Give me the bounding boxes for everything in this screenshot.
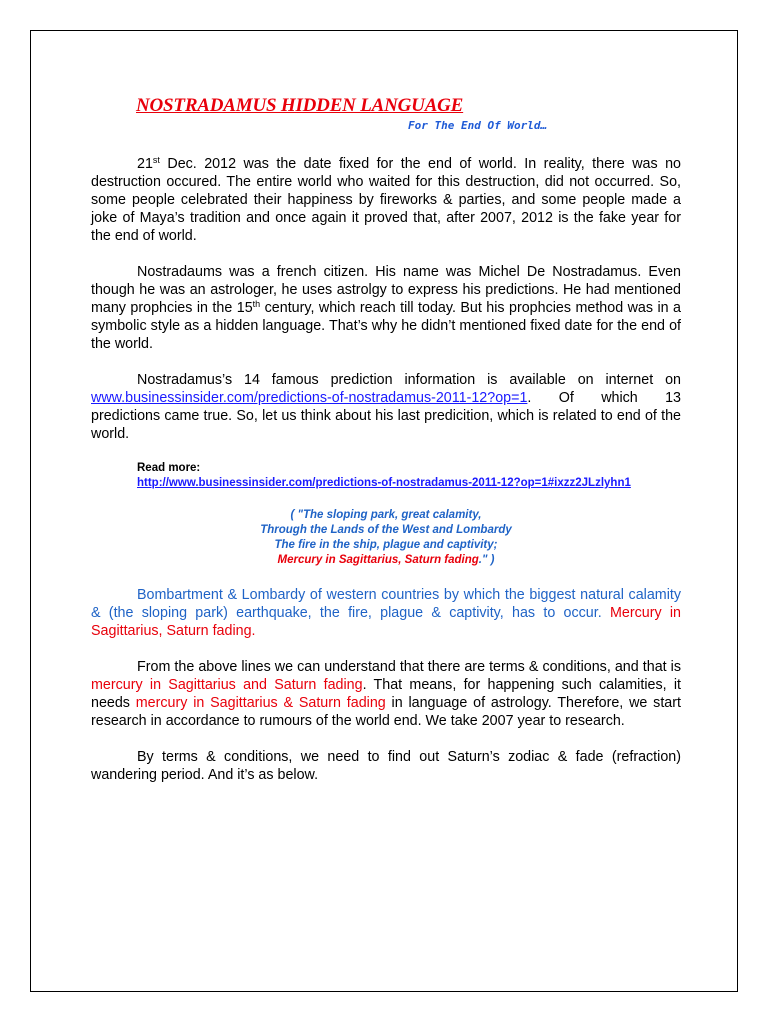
paragraph-3-text-a: Nostradamus’s 14 famous prediction information is available on internet on bbox=[137, 372, 681, 388]
quote-line-2: Through the Lands of the West and Lombardy bbox=[260, 524, 512, 536]
quote-line-1: ( "The sloping park, great calamity, bbox=[290, 509, 482, 521]
paragraph-4-blue: Bombartment & Lombardy of western countries by which the biggest natural calamity & (the sloping park) earthquake, the fire, plague & captivity, has to occur. bbox=[91, 587, 681, 621]
paragraph-3 bbox=[91, 371, 681, 443]
businessinsider-link[interactable]: www.businessinsider.com/predictions-of-nostradamus-2011-12?op=1 bbox=[91, 390, 528, 406]
read-more-label: Read more: bbox=[137, 462, 201, 474]
read-more-block bbox=[137, 461, 681, 491]
read-more-link[interactable]: http://www.businessinsider.com/predictions-of-nostradamus-2011-12?op=1#ixzz2JLzlyhn1 bbox=[137, 477, 631, 489]
paragraph-3-text-b: . Of which 13 predictions came true. So, let us think about his last predicition, which is related to end of the world. bbox=[91, 390, 681, 442]
quote-line-4-red: Mercury in Sagittarius, Saturn fading bbox=[277, 554, 479, 566]
century-suffix: th bbox=[252, 299, 261, 309]
document-page bbox=[30, 30, 738, 992]
paragraph-5-part-1: From the above lines we can understand that there are terms & conditions, and that is bbox=[137, 659, 681, 675]
paragraph-1-text: Dec. 2012 was the date fixed for the end of world. In reality, there was no destruction occured. The entire world who waited for this destruction, did not occurred. So, some people celebrated their happiness by fireworks & parties, and some people made a joke of Maya’s tradition and once again it proved that, after 2007, 2012 is the fake year for the end of world. bbox=[91, 156, 681, 244]
paragraph-5-part-2: . That means, for happening such calamities, it needs bbox=[91, 677, 681, 711]
paragraph-4-red: Mercury in Sagittarius, Saturn fading. bbox=[91, 605, 681, 639]
paragraph-5 bbox=[91, 658, 681, 730]
paragraph-4 bbox=[91, 586, 681, 640]
document-content bbox=[91, 94, 681, 784]
paragraph-6: By terms & conditions, we need to find out Saturn’s zodiac & fade (refraction) wandering period. And it’s as below. bbox=[91, 749, 681, 783]
paragraph-2-text-a: Nostradaums was a french citizen. His name was Michel De Nostradamus. Even though he was an astrologer, he uses astrolgy to express his predictions. He had mentioned many prophcies in the 15 bbox=[91, 264, 681, 316]
paragraph-2 bbox=[91, 263, 681, 353]
paragraph-1 bbox=[91, 155, 681, 245]
date-suffix: st bbox=[152, 155, 160, 165]
quote-line-4 bbox=[91, 553, 681, 568]
date-number: 21 bbox=[137, 156, 153, 172]
paragraph-5-red-2: mercury in Sagittarius & Saturn fading bbox=[135, 695, 386, 711]
paragraph-5-part-3: in language of astrology. Therefore, we start research in accordance to rumours of the world end. We take 2007 year to research. bbox=[91, 695, 681, 729]
paragraph-5-red-1: mercury in Sagittarius and Saturn fading bbox=[91, 677, 363, 693]
quote-line-4-end: ." ) bbox=[478, 554, 495, 566]
prophecy-quote bbox=[91, 508, 681, 568]
paragraph-2-text-b: century, which reach till today. But his prophcies method was in a symbolic style as a hidden language. That’s why he didn’t mentioned fixed date for the end of the world. bbox=[91, 300, 682, 352]
document-title: NOSTRADAMUS HIDDEN LANGUAGE bbox=[136, 95, 464, 116]
quote-line-3: The fire in the ship, plague and captivity; bbox=[274, 539, 498, 551]
document-subtitle: For The End Of World… bbox=[408, 119, 548, 132]
